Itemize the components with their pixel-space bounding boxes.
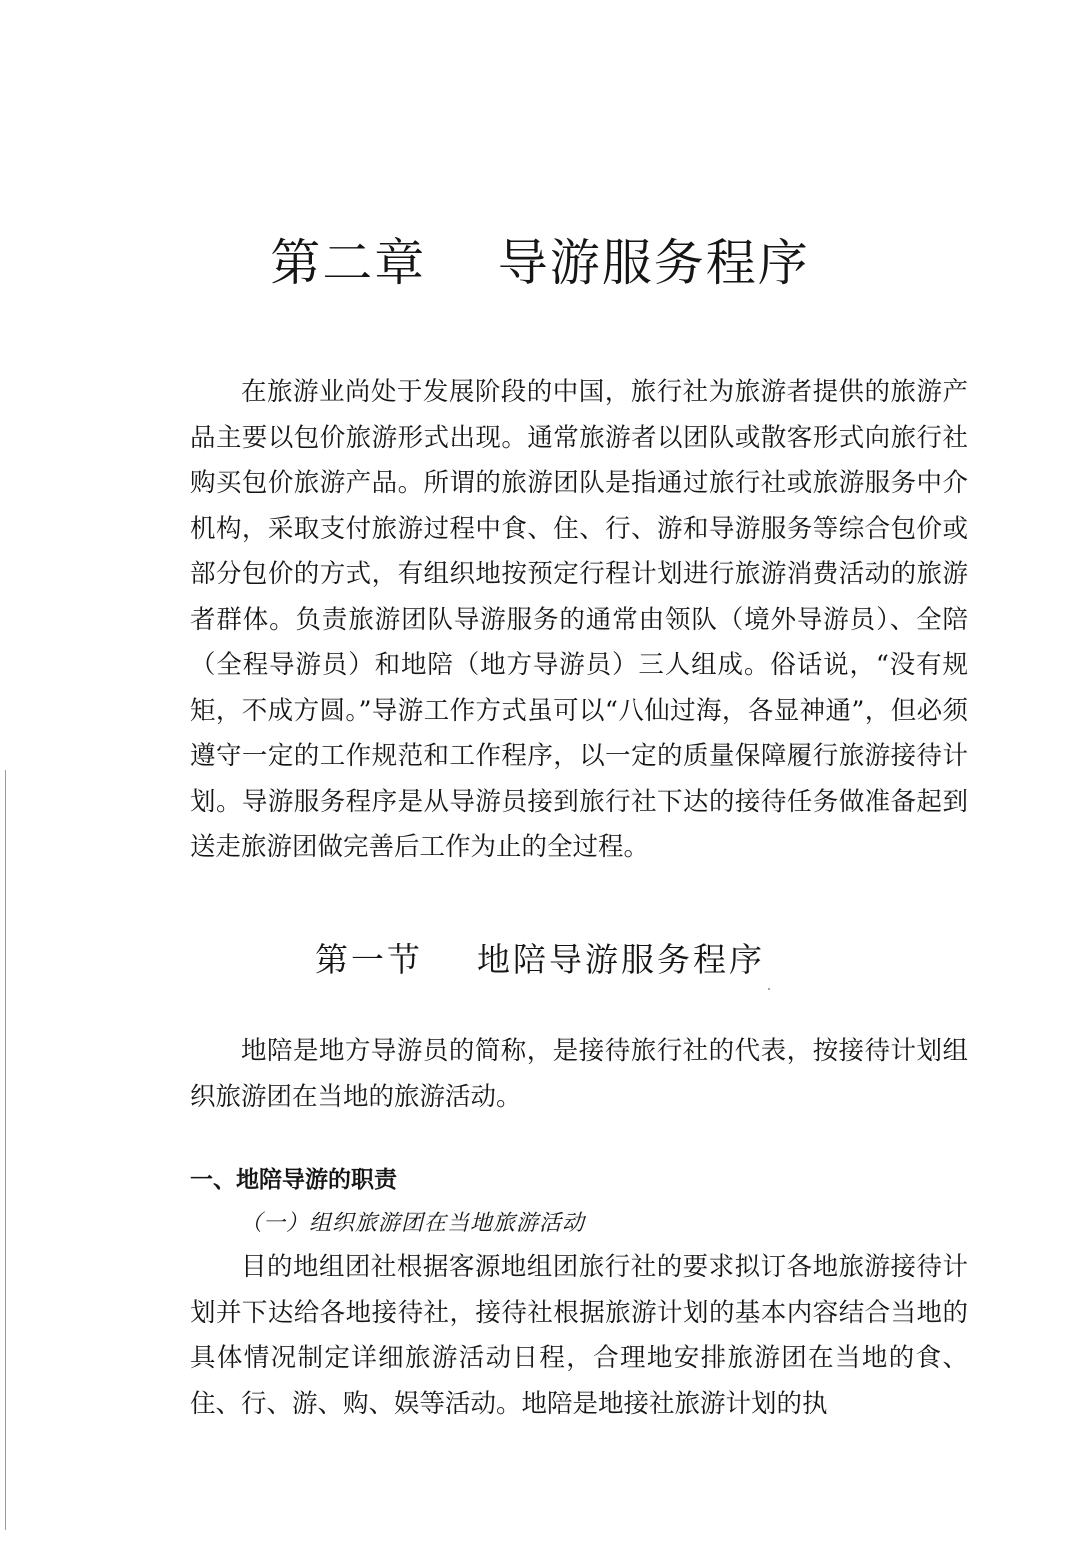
section-intro-paragraph: 地陪是地方导游员的简称，是接待旅行社的代表，按接待计划组织旅游团在当地的旅游活动。	[190, 1036, 968, 1112]
subsubsection-title: （一）组织旅游团在当地旅游活动	[240, 1211, 586, 1236]
duty-body-paragraph: 目的地组团社根据客源地组团旅行社的要求拟订各地旅游接待计划并下达给各地接待社，接待社根据旅游计划的基本内容结合当地的具体情况制定详细旅游活动日程，合理地安排旅游团在当地的食、住、行、游、购、娱等活动。地陪是地接社旅游计划的执	[190, 1252, 968, 1419]
page-edge-shadow	[5, 770, 6, 1530]
scan-speck	[768, 988, 770, 990]
chapter-title: 第二章 导游服务程序	[270, 234, 810, 292]
section-title: 第一节 地陪导游服务程序	[315, 940, 765, 979]
subsection-title: 一、地陪导游的职责	[190, 1167, 397, 1193]
chapter-intro-paragraph: 在旅游业尚处于发展阶段的中国，旅行社为旅游者提供的旅游产品主要以包价旅游形式出现。通常旅游者以团队或散客形式向旅行社购买包价旅游产品。所谓的旅游团队是指通过旅行社或旅游服务中介机构，采取支付旅游过程中食、住、行、游和导游服务等综合包价或部分包价的方式，有组织地按预定行程计划进行旅游消费活动的旅游者群体。负责旅游团队导游服务的通常由领队（境外导游员）、全陪（全程导游员）和地陪（地方导游员）三人组成。俗话说，“没有规矩，不成方圆。”导游工作方式虽可以“八仙过海，各显神通”，但必须遵守一定的工作规范和工作程序，以一定的质量保障履行旅游接待计划。导游服务程序是从导游员接到旅行社下达的接待任务做准备起到送走旅游团做完善后工作为止的全过程。	[190, 377, 968, 862]
